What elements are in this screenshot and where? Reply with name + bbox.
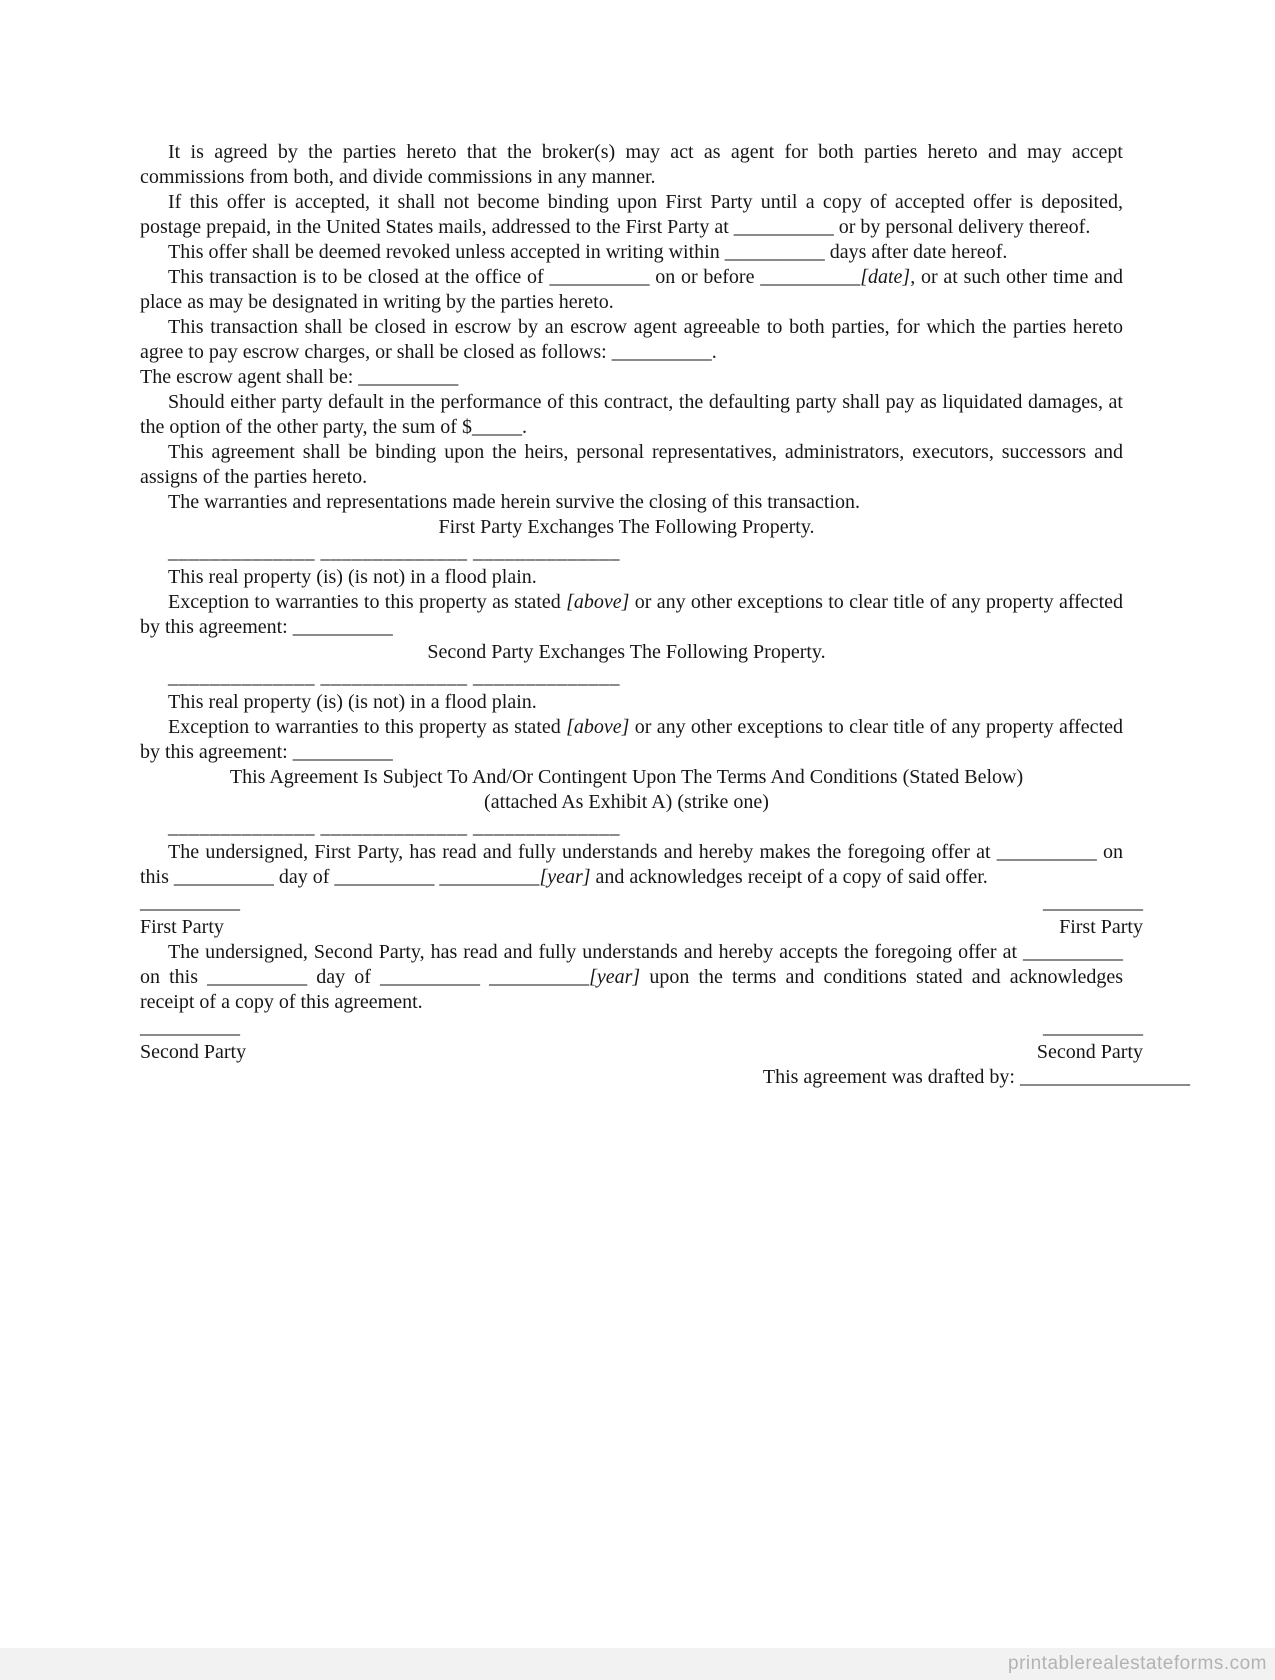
paragraph <box>140 365 1123 390</box>
text-run: and acknowledges receipt of a copy of said offer. <box>590 866 988 888</box>
signature-label-row <box>140 1040 1143 1065</box>
text-run: Second Party Exchanges The Following Property. <box>427 641 826 663</box>
signature-line: __________ <box>1043 891 1143 913</box>
text-run: First Party Exchanges The Following Property. <box>438 516 815 538</box>
text-run: This agreement shall be binding upon the heirs, personal representatives, administrators, executors, successors and assigns of the parties hereto. <box>140 441 1123 488</box>
text-run: ______________ ______________ ______________ <box>168 666 620 688</box>
paragraph <box>140 690 1123 715</box>
signature-label: Second Party <box>1036 1041 1143 1063</box>
paragraph <box>140 565 1123 590</box>
text-run: upon the terms and conditions stated and acknowledges receipt of a copy of this agreement. <box>140 966 1123 1013</box>
paragraph <box>140 390 1123 440</box>
text-run: The undersigned, First Party, has read and fully understands and hereby makes the foregoing offer at __________ on this __________ day of __________ __________ <box>140 841 1123 888</box>
section-heading <box>140 790 1123 815</box>
paragraph <box>140 715 1123 765</box>
signature-label: First Party <box>140 916 224 938</box>
paragraph <box>140 140 1123 190</box>
text-run: or any other exceptions to clear title of any property affected by this agreement: __________ <box>140 716 1123 763</box>
text-run: ______________ ______________ ______________ <box>168 816 620 838</box>
italic-placeholder: [year] <box>589 966 641 988</box>
signature-label-row <box>140 915 1143 940</box>
drafted-by-line <box>140 1065 1190 1090</box>
watermark-text: printablerealestateforms.com <box>1008 1653 1267 1674</box>
watermark-bar <box>0 1648 1275 1680</box>
signature-line: __________ <box>140 891 240 913</box>
section-heading <box>140 640 1123 665</box>
text-run: This transaction is to be closed at the office of __________ on or before __________ <box>168 266 861 288</box>
text-run: This agreement was drafted by: _________________ <box>762 1066 1190 1088</box>
text-run: Exception to warranties to this property as stated <box>168 591 567 613</box>
paragraph <box>140 315 1123 365</box>
paragraph <box>140 840 1123 890</box>
signature-label: Second Party <box>140 1041 247 1063</box>
paragraph <box>140 440 1123 490</box>
text-run: (attached As Exhibit A) (strike one) <box>484 791 769 813</box>
text-run: or any other exceptions to clear title of any property affected by this agreement: __________ <box>140 591 1123 638</box>
text-run: This real property (is) (is not) in a flood plain. <box>168 691 537 713</box>
paragraph <box>140 590 1123 640</box>
text-run: Exception to warranties to this property as stated <box>168 716 567 738</box>
paragraph <box>140 240 1123 265</box>
text-run: It is agreed by the parties hereto that the broker(s) may act as agent for both parties hereto and may accept commissions from both, and divide commissions in any manner. <box>140 141 1123 188</box>
section-heading <box>140 515 1123 540</box>
blank-fill-line <box>140 540 1123 565</box>
signature-row <box>140 1015 1143 1040</box>
signature-line: __________ <box>1043 1016 1143 1038</box>
paragraph <box>140 190 1123 240</box>
text-run: This Agreement Is Subject To And/Or Contingent Upon The Terms And Conditions (Stated Below) <box>229 766 1024 788</box>
paragraph <box>140 940 1123 1015</box>
blank-fill-line <box>140 815 1123 840</box>
italic-placeholder: [above] <box>566 716 630 738</box>
signature-line: __________ <box>140 1016 240 1038</box>
text-run: ______________ ______________ ______________ <box>168 541 620 563</box>
text-run: This offer shall be deemed revoked unless accepted in writing within __________ days after date hereof. <box>168 241 1008 263</box>
text-run: The undersigned, Second Party, has read and fully understands and hereby accepts the foregoing offer at __________ on this __________ day of __________ __________ <box>140 941 1123 988</box>
blank-fill-line <box>140 665 1123 690</box>
agreement-document <box>140 140 1190 1090</box>
text-run: This transaction shall be closed in escrow by an escrow agent agreeable to both parties, for which the parties hereto agree to pay escrow charges, or shall be closed as follows: __________. <box>140 316 1123 363</box>
italic-placeholder: [date] <box>860 266 911 288</box>
italic-placeholder: [year] <box>539 866 591 888</box>
text-run: , or at such other time and place as may be designated in writing by the parties hereto. <box>140 266 1123 313</box>
text-run: Should either party default in the performance of this contract, the defaulting party shall pay as liquidated damages, at the option of the other party, the sum of $_____. <box>140 391 1123 438</box>
text-run: The warranties and representations made herein survive the closing of this transaction. <box>168 491 860 513</box>
italic-placeholder: [above] <box>566 591 630 613</box>
paragraph <box>140 265 1123 315</box>
signature-row <box>140 890 1143 915</box>
text-run: This real property (is) (is not) in a flood plain. <box>168 566 537 588</box>
section-heading <box>140 765 1123 790</box>
text-run: The escrow agent shall be: __________ <box>140 366 459 388</box>
signature-label: First Party <box>1059 916 1143 938</box>
text-run: If this offer is accepted, it shall not become binding upon First Party until a copy of accepted offer is deposited, postage prepaid, in the United States mails, addressed to the First Party at __________ or by personal delivery thereof. <box>140 191 1123 238</box>
paragraph <box>140 490 1123 515</box>
